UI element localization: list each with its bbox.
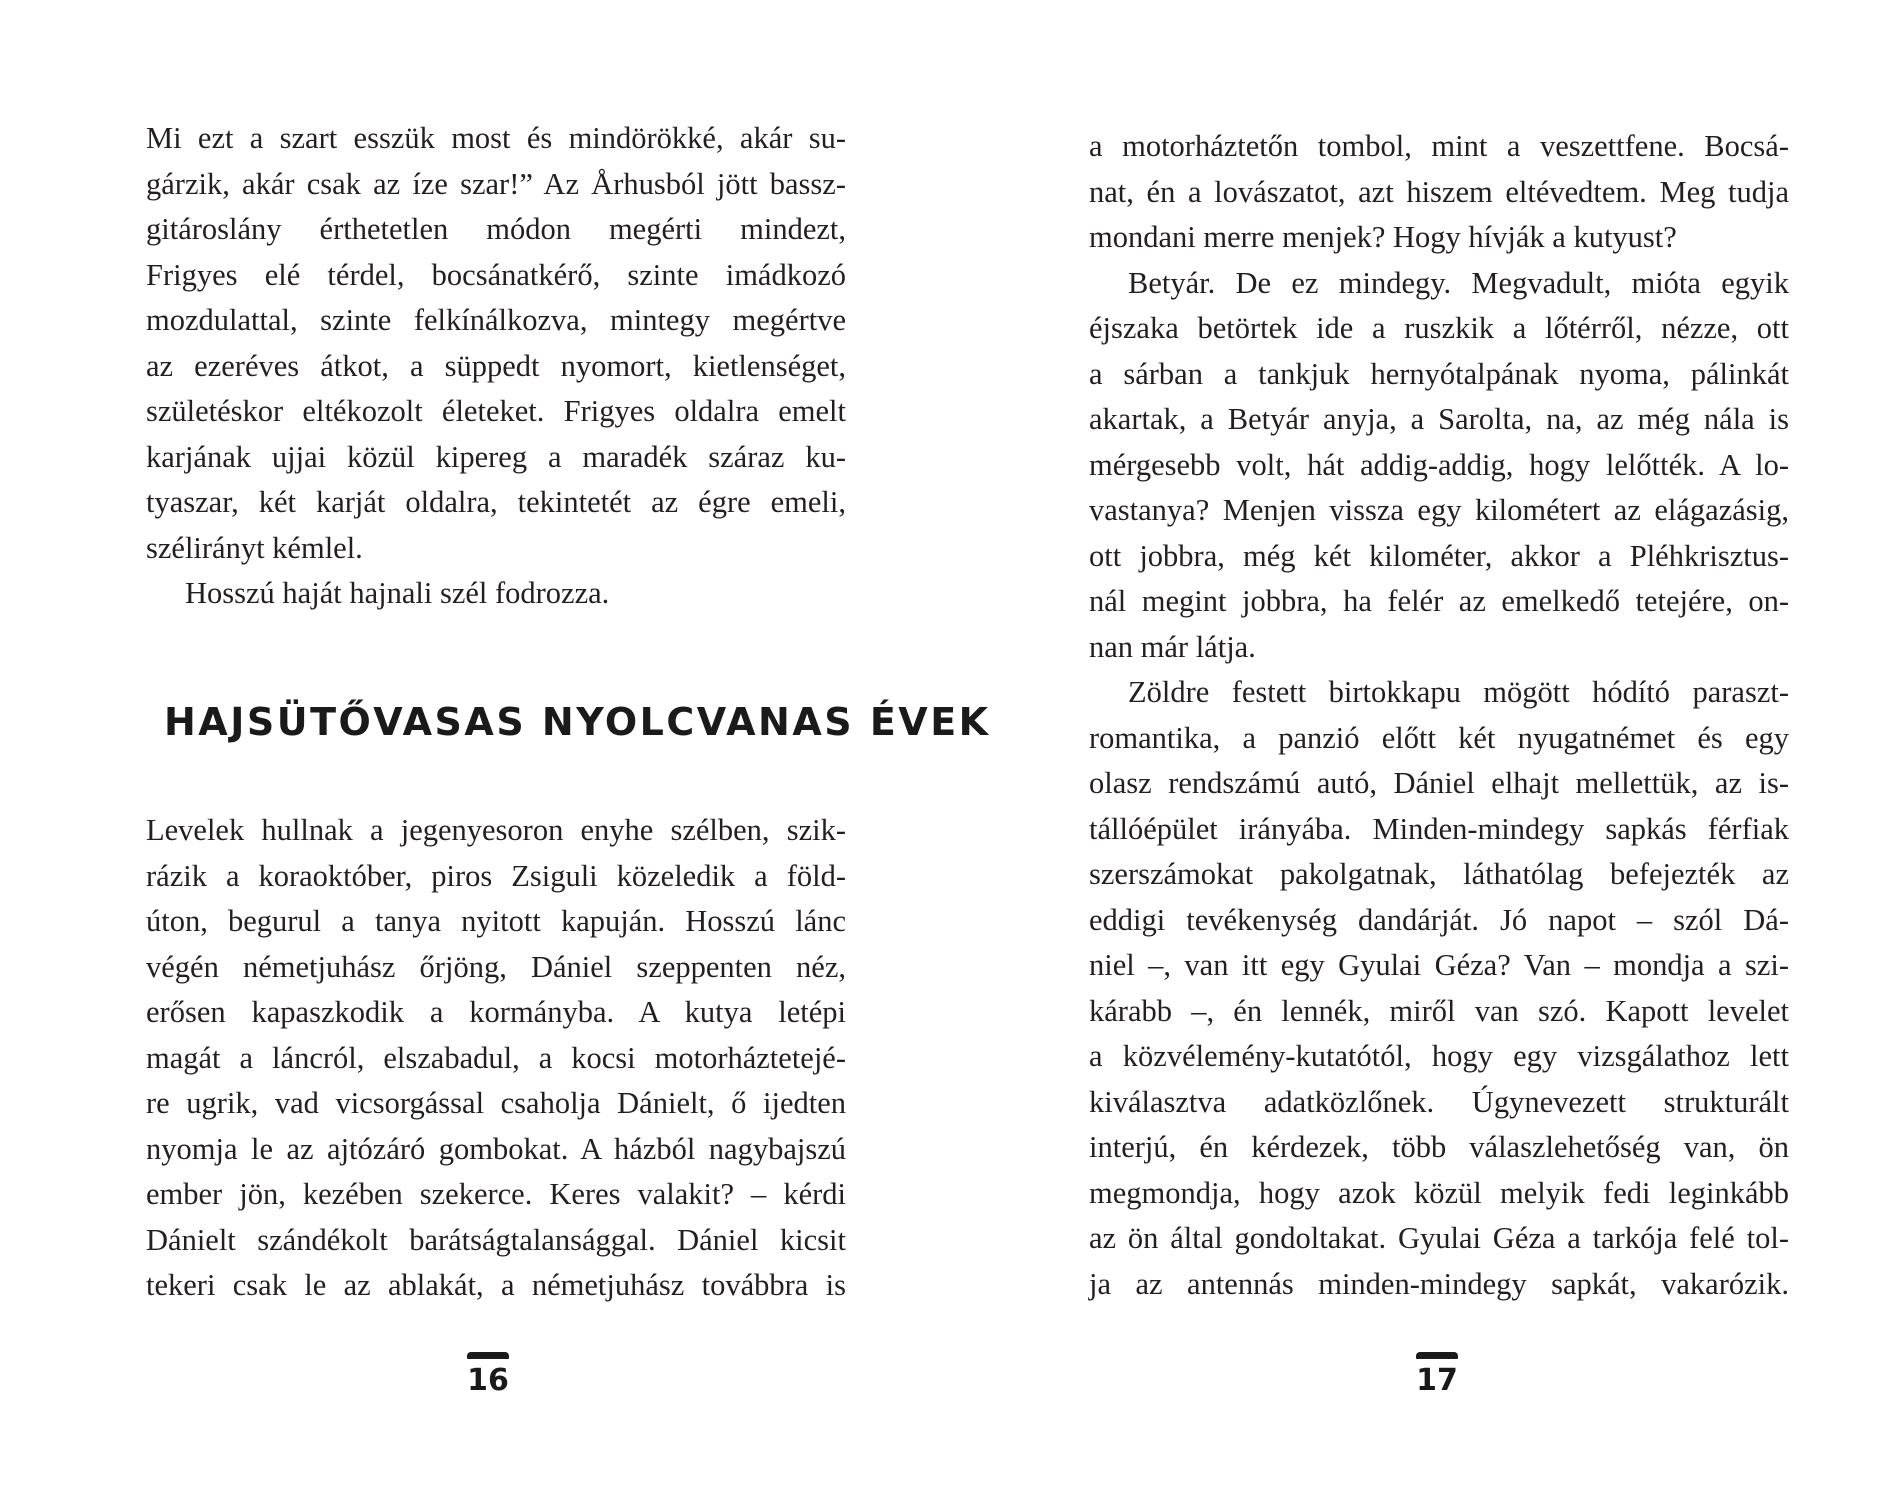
paragraph	[146, 571, 846, 617]
text-line: re ugrik, vad vicsorgással csaholja Dánielt, ő ijedten	[146, 1086, 846, 1120]
page-number-left	[458, 1352, 518, 1397]
page-number-right	[1407, 1352, 1467, 1397]
text-line: Hosszú haját hajnali szél fodrozza.	[185, 576, 610, 610]
text-line: akartak, a Betyár anyja, a Sarolta, na, az még nála is	[1089, 402, 1789, 436]
text-line: ja az antennás minden-mindegy sapkát, vakarózik.	[1089, 1266, 1789, 1301]
text-line: a közvélemény-kutatótól, hogy egy vizsgálathoz lett	[1089, 1039, 1789, 1073]
text-line: vastanya? Menjen vissza egy kilométert az elágazásig,	[1089, 493, 1789, 527]
chapter-heading: HAJSÜTŐVASAS NYOLCVANAS ÉVEK	[164, 700, 991, 744]
paragraph	[1089, 261, 1789, 307]
text-line: gitároslány érthetetlen módon megérti mindezt,	[146, 212, 846, 246]
text-line: szerszámokat pakolgatnak, láthatólag befejezték az	[1089, 857, 1789, 891]
folio-mark-icon	[467, 1352, 509, 1359]
text-line: gárzik, akár csak az íze szar!” Az Århusból jött bassz-	[146, 166, 846, 201]
text-line: Betyár. De ez mindegy. Megvadult, mióta egyik	[1128, 265, 1789, 300]
paragraph	[146, 808, 846, 1309]
text-line: születéskor eltékozolt életeket. Frigyes oldalra emelt	[146, 394, 846, 428]
text-line: nál megint jobbra, ha felér az emelkedő tetejére, on-	[1089, 584, 1789, 618]
text-line: mérgesebb volt, hát addig-addig, hogy lelőtték. A lo-	[1089, 447, 1789, 482]
text-line: Dánielt szándékolt barátságtalansággal. Dániel kicsit	[146, 1222, 846, 1257]
text-line: az ezeréves átkot, a süppedt nyomort, kietlenséget,	[146, 348, 846, 383]
text-line: kárabb –, én lennék, miről van szó. Kapott levelet	[1089, 993, 1789, 1028]
paragraph	[1089, 124, 1789, 261]
text-line: karjának ujjai közül kipereg a maradék száraz ku-	[146, 439, 846, 474]
text-line: olasz rendszámú autó, Dániel elhajt mellettük, az is-	[1089, 766, 1789, 800]
text-line: tyaszar, két karját oldalra, tekintetét az égre emeli,	[146, 485, 846, 519]
right-text	[1089, 124, 1789, 1307]
paragraph-continued	[1089, 306, 1789, 670]
text-line: ott jobbra, még két kilométer, akkor a Pléhkrisztus-	[1089, 538, 1789, 573]
text-line: a sárban a tankjuk hernyótalpának nyoma, pálinkát	[1089, 356, 1789, 391]
text-line: tállóépület irányába. Minden-mindegy sapkás férfiak	[1089, 811, 1789, 846]
text-line: éjszaka betörtek ide a ruszkik a lőtérről, nézze, ott	[1089, 311, 1789, 345]
page-number: 17	[1416, 1363, 1458, 1398]
paragraph	[1089, 670, 1789, 716]
text-line: a motorháztetőn tombol, mint a veszettfene. Bocsá-	[1089, 129, 1789, 163]
text-line: eddigi tevékenység dandárját. Jó napot – szól Dá-	[1089, 902, 1789, 937]
text-line: megmondja, hogy azok közül melyik fedi leginkább	[1089, 1175, 1789, 1210]
text-line: kiválasztva adatközlőnek. Úgynevezett strukturált	[1089, 1084, 1789, 1119]
text-line: romantika, a panzió előtt két nyugatnémet és egy	[1089, 720, 1789, 755]
text-line: magát a láncról, elszabadul, a kocsi motorháztetejé-	[146, 1040, 846, 1075]
text-line: Zöldre festett birtokkapu mögött hódító paraszt-	[1128, 675, 1789, 709]
text-line: mozdulattal, szinte felkínálkozva, mintegy megértve	[146, 303, 846, 337]
text-line: Mi ezt a szart esszük most és mindörökké, akár su-	[146, 121, 846, 155]
text-line: Frigyes elé térdel, bocsánatkérő, szinte imádkozó	[146, 257, 846, 292]
paragraph	[146, 116, 846, 571]
paragraph-continued	[1089, 716, 1789, 1308]
text-line: interjú, én kérdezek, több válaszlehetőség van, ön	[1089, 1130, 1789, 1164]
text-line: ember jön, kezében szekerce. Keres valakit? – kérdi	[146, 1177, 846, 1211]
text-line: az ön által gondoltakat. Gyulai Géza a tarkója felé tol-	[1089, 1221, 1789, 1255]
text-line: erősen kapaszkodik a kormányba. A kutya letépi	[146, 995, 846, 1029]
page-number: 16	[467, 1363, 509, 1398]
left-text-part2	[146, 808, 846, 1309]
text-line: szélirányt kémlel.	[146, 530, 363, 565]
left-text-part1	[146, 116, 846, 617]
text-line: tekeri csak le az ablakát, a németjuhász továbbra is	[146, 1268, 846, 1302]
folio-mark-icon	[1416, 1352, 1458, 1359]
text-line: végén németjuhász őrjöng, Dániel szeppenten néz,	[146, 949, 846, 984]
text-line: Levelek hullnak a jegenyesoron enyhe szélben, szik-	[146, 813, 846, 847]
right-page	[1089, 0, 1789, 1500]
text-line: mondani merre menjek? Hogy hívják a kutyust?	[1089, 220, 1677, 254]
left-page	[146, 0, 991, 1500]
text-line: nat, én a lovászatot, azt hiszem eltévedtem. Meg tudja	[1089, 174, 1789, 209]
text-line: niel –, van itt egy Gyulai Géza? Van – mondja a szi-	[1089, 948, 1789, 982]
text-line: rázik a koraoktóber, piros Zsiguli közeledik a föld-	[146, 858, 846, 893]
text-line: úton, begurul a tanya nyitott kapuján. Hosszú lánc	[146, 904, 846, 938]
text-line: nan már látja.	[1089, 629, 1256, 664]
text-line: nyomja le az ajtózáró gombokat. A házból nagybajszú	[146, 1131, 846, 1166]
